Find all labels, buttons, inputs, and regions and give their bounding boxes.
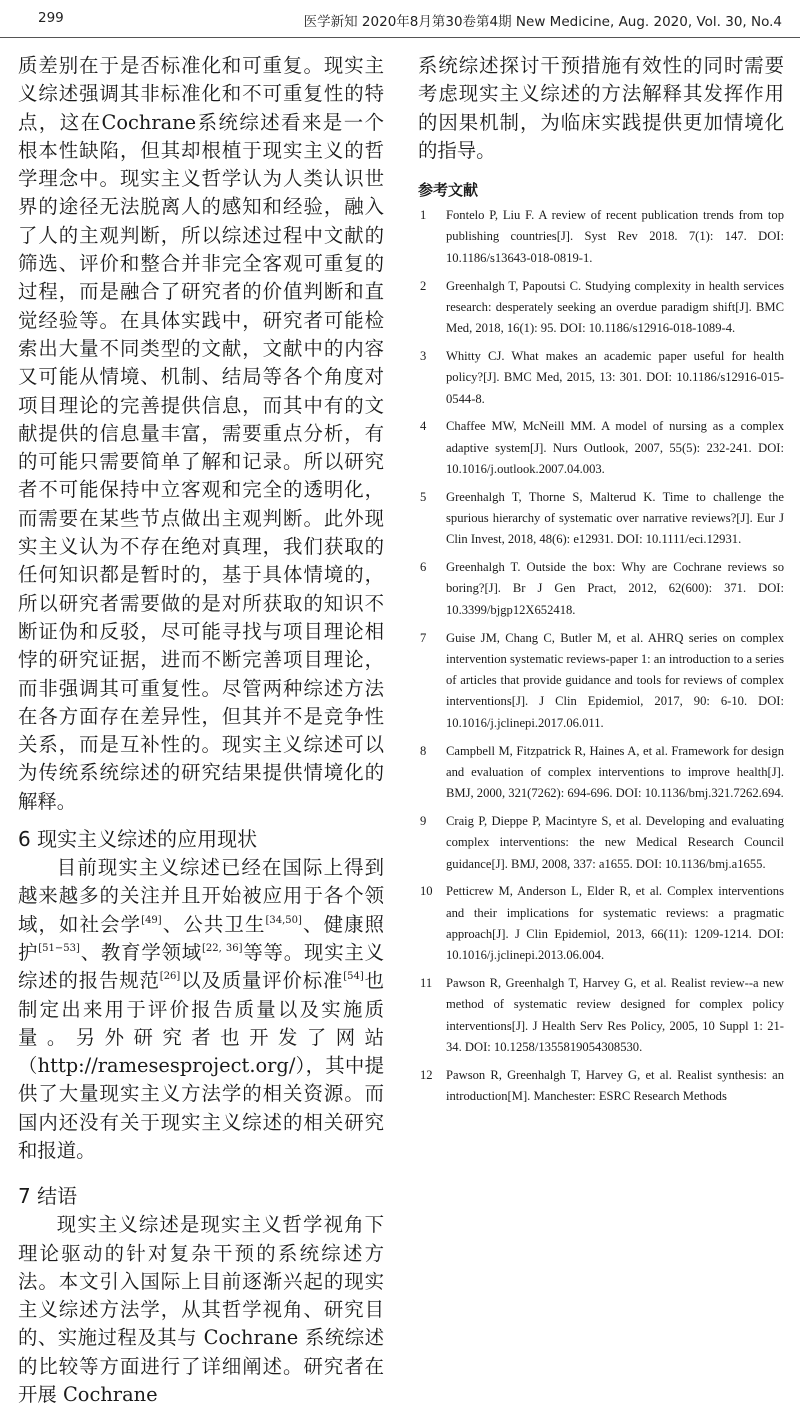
reference-number: 10 [420,884,433,899]
paragraph-comparison: 质差别在于是否标准化和可重复。现实主义综述强调其非标准化和不可重复性的特点，这在Cochrane系统综述看来是一个根本性缺陷，但其却根植于现实主义的哲学理念中。现实主义哲学认为人类认识世界的途径无法脱离人的感知和经验，融入了人的主观判断，所以综述过程中文献的筛选、评价和整合并非完全客观可重复的过程，而是融合了研究者的价值判断和直觉经验等。在具体实践中，研究者可能检索出大量不同类型的文献，文献中的内容又可能从情境、机制、结局等各个角度对项目理论的完善提供信息，而其中有的文献提供的信息量丰富，需要重点分析，有的可能只需要简单了解和记录。所以研究者不可能保持中立客观和完全的透明化，而需要在某些节点做出主观判断。此外现实主义认为不存在绝对真理，我们获取的任何知识都是暂时的，基于具体情境的，所以研究者需要做的是对所获取的知识不断证伪和反驳，尽可能寻找与项目理论相悖的研究证据，进而不断完善项目理论，而非强调其可重复性。尽管两种综述方法在各方面存在差异性，但其并不是竞争性关系，而是互补性的。现实主义综述可以为传统系统综述的研究结果提供情境化的解释。 [18,54,384,813]
reference-number: 11 [420,975,433,990]
reference-text: Fontelo P, Liu F. A review of recent publication trends from top publishing countries[J]. Syst Rev 2018. 7(1): 147. DOI: 10.1186/s13643-018-0819-1. [446,208,784,265]
reference-number: 1 [420,208,427,223]
reference-text: Campbell M, Fitzpatrick R, Haines A, et al. Framework for design and evaluation of complex interventions to improve health[J]. BMJ, 2000, 321(7262): 694-696. DOI: 10.1136/bmj.321.7262.694. [446,743,784,801]
reference-number: 12 [420,1067,433,1082]
citation: [54] [343,971,364,983]
journal-running-head: 医学新知 2020年8月第30卷第4期 New Medicine, Aug. 2020, Vol. 30, No.4 [303,14,782,30]
reference-item [418,628,784,734]
text-run: 、公共卫生 [161,912,266,936]
text-run: 、健康照护 [18,912,385,964]
reference-number: 8 [420,743,427,758]
reference-text: Greenhalgh T, Thorne S, Malterud K. Time to challenge the spurious hierarchy of systematic over narrative reviews?[J]. Eur J Clin Invest, 2018, 48(6): e12931. DOI: 10.1111/eci.12931. [446,489,784,547]
paragraph-conclusion: 现实主义综述是现实主义哲学视角下理论驱动的针对复杂干预的系统综述方法。本文引入国际上目前逐渐兴起的现实主义综述方法学，从其哲学视角、研究目的、实施过程及其与 Cochrane 系统综述的比较等方面进行了详细阐述。研究者在开展 Cochrane [18,1213,384,1407]
citation: [22, 36] [202,942,243,954]
reference-list [418,205,784,1107]
text-run: 等等。现实主义综述的报告规范 [18,940,385,993]
reference-text: Petticrew M, Anderson L, Elder R, et al. Complex interventions and their implications for systematic reviews: a pragmatic approach[J]. J Clin Epidemiol, 2013, 66(11): 1209-1214. DOI: 10.1016/j.jclinepi.2013.06.004. [446,884,784,963]
reference-item [418,557,784,621]
text-run: 目前现实主义综述已经在国际上得到越来越多的关注并且开始被应用于各个领域，如社会学 [18,856,384,936]
reference-item [418,741,784,805]
reference-text: Greenhalgh T, Papoutsi C. Studying complexity in health services research: desperately seeking an overdue paradigm shift[J]. BMC Med, 2018, 16(1): 95. DOI: 10.1186/s12916-018-1089-4. [446,278,784,336]
citation: [49] [141,914,162,926]
reference-number: 6 [420,560,427,575]
section-6-heading: 6 现实主义综述的应用现状 [18,827,258,852]
right-column [418,52,784,1114]
reference-item [418,205,784,269]
citation: [51−53] [38,942,80,954]
citation: [26] [159,971,181,983]
reference-text: Craig P, Dieppe P, Macintyre S, et al. Developing and evaluating complex interventions: the new Medical Research Council guidance[J]. BMJ, 2008, 337: a1655. DOI: 10.1136/bmj.a1655. [446,813,784,871]
reference-number: 3 [420,348,427,363]
reference-text: Guise JM, Chang C, Butler M, et al. AHRQ series on complex intervention systematic reviews-paper 1: an introduction to a series of articles that provide guidance and tools for reviews of complex interventions[J]. J Clin Epidemiol, 2017, 90: 6-10. DOI: 10.1016/j.jclinepi.2017.06.011. [446,630,784,730]
header-rule [0,37,800,38]
text-run: 、教育学领域 [79,940,203,964]
text-run: 以及质量评价标准 [180,969,344,993]
page-number: 299 [38,10,64,26]
reference-text: Chaffee MW, McNeill MM. A model of nursing as a complex adaptive system[J]. Nurs Outlook, 2007, 55(5): 232-241. DOI: 10.1016/j.outlook.2007.04.003. [446,419,784,476]
paragraph-application [18,854,384,1165]
reference-item [418,881,784,966]
paragraph-conclusion-continued: 系统综述探讨干预措施有效性的同时需要考虑现实主义综述的方法解释其发挥作用的因果机制，为临床实践提供更加情境化的指导。 [418,54,784,162]
reference-item [418,346,784,410]
reference-item [418,973,784,1058]
reference-number: 7 [420,630,427,645]
reference-item [418,416,784,480]
reference-item [418,1065,784,1108]
reference-number: 5 [420,489,427,504]
reference-item [418,487,784,551]
reference-number: 4 [420,419,427,434]
text-run: 也制定出来用于评价报告质量以及实施质量。另外研究者也开发了网站（http://ramesesproject.org/），其中提供了大量现实主义方法学的相关资源。而国内还没有关于现实主义综述的相关研究和报道。 [18,969,385,1162]
reference-text: Pawson R, Greenhalgh T, Harvey G, et al. Realist review--a new method of systematic review designed for complex policy interventions[J]. J Health Serv Res Policy, 2005, 10 Suppl 1: 21-34. DOI: 10.1258/1355819054308530. [446,975,784,1054]
section-7-heading: 7 结语 [18,1184,78,1209]
reference-text: Pawson R, Greenhalgh T, Harvey G, et al. Realist synthesis: an introduction[M]. Manchester: ESRC Research Methods [446,1067,784,1103]
reference-number: 9 [420,813,427,828]
reference-item [418,276,784,340]
reference-text: Greenhalgh T. Outside the box: Why are Cochrane reviews so boring?[J]. Br J Gen Pract, 2012, 62(600): 371. DOI: 10.3399/bjgp12X652418. [446,560,784,617]
page-header [38,10,782,32]
citation: [34,50] [265,914,302,926]
reference-text: Whitty CJ. What makes an academic paper useful for health policy?[J]. BMC Med, 2015, 13: 301. DOI: 10.1186/s12916-015-0544-8. [446,348,784,406]
reference-number: 2 [420,278,427,293]
references-heading: 参考文献 [418,181,479,200]
reference-item [418,811,784,875]
left-column [18,52,384,1409]
